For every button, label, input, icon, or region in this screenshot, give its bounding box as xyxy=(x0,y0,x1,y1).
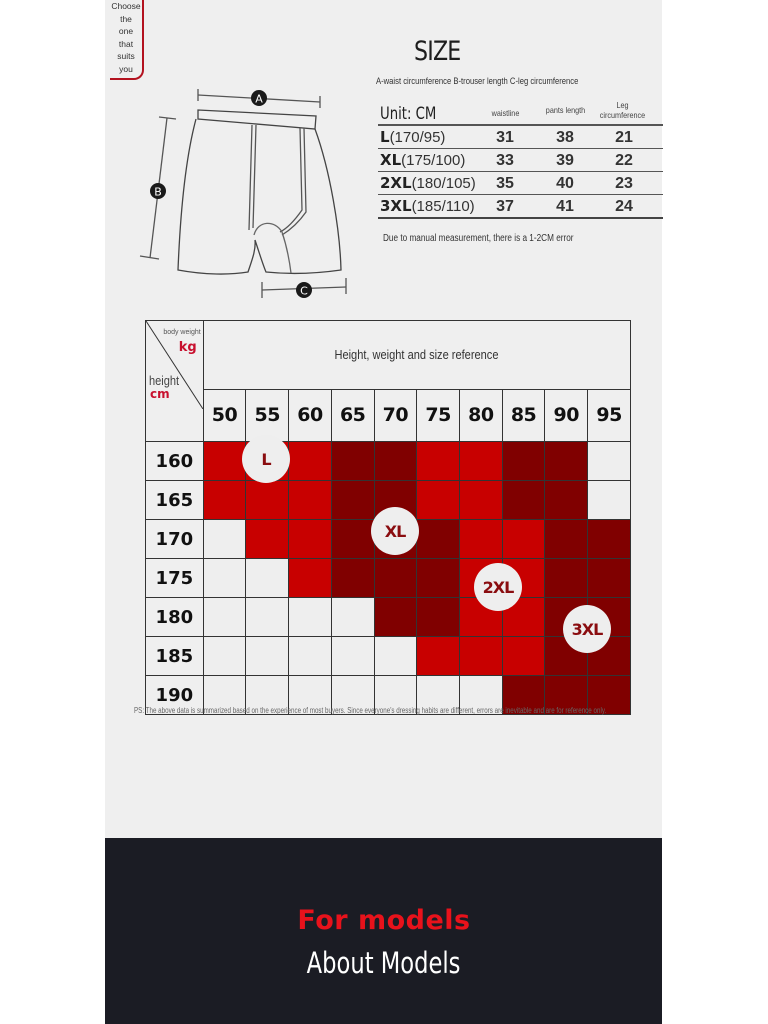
size-cell xyxy=(331,442,374,481)
size-spec: (170/95) xyxy=(389,129,446,146)
size-cell xyxy=(289,481,332,520)
leg-value: 24 xyxy=(615,198,633,215)
size-cell xyxy=(331,481,374,520)
size-cell xyxy=(289,598,332,637)
size-cell xyxy=(374,559,417,598)
height-header: 170 xyxy=(146,520,204,559)
height-row xyxy=(146,637,631,676)
size-cell xyxy=(502,520,545,559)
height-header: 190 xyxy=(146,676,204,715)
size-cell xyxy=(203,520,246,559)
weight-header: 75 xyxy=(417,389,460,441)
leg-value: 23 xyxy=(615,175,633,192)
size-badge-2xl: 2XL xyxy=(474,563,522,611)
size-cell xyxy=(502,442,545,481)
size-badge-xl: XL xyxy=(371,507,419,555)
size-cell xyxy=(545,481,588,520)
size-cell xyxy=(246,637,289,676)
height-header: 180 xyxy=(146,598,204,637)
diagram-label-a: A xyxy=(255,92,263,106)
size-cell xyxy=(289,520,332,559)
choose-tag-line: that xyxy=(118,38,134,49)
size-cell xyxy=(203,442,246,481)
chart-title xyxy=(203,321,630,390)
disclaimer: PS: The above data is summarized based on the experience of most buyers. Since everyone's dressing habits are different, errors are inevitable and are for reference only. xyxy=(134,706,607,715)
size-cell xyxy=(246,559,289,598)
chart-title-text: Height, weight and size reference xyxy=(334,347,499,363)
col-leg-line1: Leg xyxy=(616,100,629,110)
height-row xyxy=(146,598,631,637)
weight-header: 80 xyxy=(459,389,502,441)
weight-header: 85 xyxy=(502,389,545,441)
size-cell xyxy=(203,637,246,676)
measurement-row xyxy=(378,126,663,149)
size-cell xyxy=(459,481,502,520)
choose-tag-line: suits xyxy=(117,51,135,61)
leg-value: 22 xyxy=(615,152,633,169)
height-axis-unit: cm xyxy=(150,387,170,401)
size-cell xyxy=(246,520,289,559)
size-cell xyxy=(331,520,374,559)
size-badge-3xl: 3XL xyxy=(563,605,611,653)
size-cell xyxy=(331,637,374,676)
size-cell xyxy=(289,637,332,676)
size-spec: (185/110) xyxy=(411,198,475,215)
size-name: L xyxy=(380,128,390,146)
size-cell xyxy=(203,559,246,598)
col-leg-circumference xyxy=(595,100,650,120)
choose-tag xyxy=(110,0,144,80)
diagram-label-c: C xyxy=(300,284,308,298)
height-row xyxy=(146,559,631,598)
size-name: 3XL xyxy=(380,197,412,215)
size-cell xyxy=(459,637,502,676)
size-cell xyxy=(417,637,460,676)
size-cell xyxy=(289,559,332,598)
size-spec: (180/105) xyxy=(411,175,476,192)
size-cell xyxy=(417,481,460,520)
size-cell xyxy=(374,598,417,637)
size-title: SIZE xyxy=(414,36,461,67)
weight-axis-label: body weight xyxy=(163,329,201,336)
for-models-heading: For models xyxy=(297,905,471,936)
size-cell xyxy=(459,520,502,559)
about-models-heading xyxy=(0,946,768,980)
size-cell xyxy=(545,520,588,559)
size-name: XL xyxy=(380,151,402,169)
waist-value: 37 xyxy=(496,198,514,215)
weight-header: 60 xyxy=(289,389,332,441)
size-cell xyxy=(374,442,417,481)
choose-tag-line: one xyxy=(118,26,134,36)
size-cell xyxy=(588,481,631,520)
size-cell xyxy=(417,520,460,559)
size-cell xyxy=(246,481,289,520)
length-value: 40 xyxy=(556,175,574,192)
choose-tag-line: you xyxy=(119,63,133,74)
unit-label: Unit: CM xyxy=(380,104,437,124)
length-value: 38 xyxy=(556,129,574,146)
weight-axis-unit: kg xyxy=(178,340,197,355)
size-cell xyxy=(545,442,588,481)
size-cell xyxy=(203,598,246,637)
diagram-label-b: B xyxy=(154,185,162,199)
size-cell xyxy=(502,481,545,520)
weight-header: 95 xyxy=(588,389,631,441)
size-badge-l: L xyxy=(242,435,290,483)
measurement-note: Due to manual measurement, there is a 1-2CM error xyxy=(383,233,574,244)
length-value: 39 xyxy=(556,152,574,169)
measurement-table xyxy=(378,96,663,219)
size-cell xyxy=(588,442,631,481)
weight-header-row xyxy=(146,389,631,441)
waist-value: 31 xyxy=(496,129,514,146)
boxer-shorts-diagram xyxy=(130,80,360,305)
col-waistline: waistline xyxy=(491,108,520,118)
weight-header: 90 xyxy=(545,389,588,441)
length-value: 41 xyxy=(556,198,574,215)
leg-value: 21 xyxy=(615,129,633,146)
size-cell xyxy=(331,598,374,637)
size-cell xyxy=(203,481,246,520)
size-cell xyxy=(246,598,289,637)
about-models-text: About Models xyxy=(307,946,461,980)
weight-header: 50 xyxy=(203,389,246,441)
measurement-table-header xyxy=(378,96,663,126)
height-header: 185 xyxy=(146,637,204,676)
corner-cell xyxy=(146,321,204,442)
measurement-row xyxy=(378,172,663,195)
size-reference-chart xyxy=(145,320,631,706)
weight-header: 65 xyxy=(331,389,374,441)
choose-tag-line: the xyxy=(120,13,132,24)
size-cell xyxy=(588,559,631,598)
size-cell xyxy=(502,637,545,676)
size-cell xyxy=(417,598,460,637)
size-cell xyxy=(459,442,502,481)
weight-header: 55 xyxy=(246,389,289,441)
height-header: 160 xyxy=(146,442,204,481)
size-cell xyxy=(588,520,631,559)
col-leg-line2: circumference xyxy=(599,110,646,120)
size-cell xyxy=(417,442,460,481)
height-header: 175 xyxy=(146,559,204,598)
size-cell xyxy=(417,559,460,598)
size-cell xyxy=(331,559,374,598)
height-axis-label: height xyxy=(149,373,180,388)
size-subtitle: A-waist circumference B-trouser length C-leg circumference xyxy=(376,76,579,86)
size-cell xyxy=(374,637,417,676)
height-row xyxy=(146,442,631,481)
height-header: 165 xyxy=(146,481,204,520)
waist-value: 33 xyxy=(496,152,514,169)
size-cell xyxy=(289,442,332,481)
weight-header: 70 xyxy=(374,389,417,441)
size-cell xyxy=(545,559,588,598)
measurement-row xyxy=(378,195,663,219)
choose-tag-line: Choose xyxy=(111,1,141,11)
waist-value: 35 xyxy=(496,175,514,192)
col-pants-length: pants length xyxy=(545,105,586,115)
size-spec: (175/100) xyxy=(401,152,466,169)
measurement-row xyxy=(378,149,663,172)
size-name: 2XL xyxy=(380,174,412,192)
